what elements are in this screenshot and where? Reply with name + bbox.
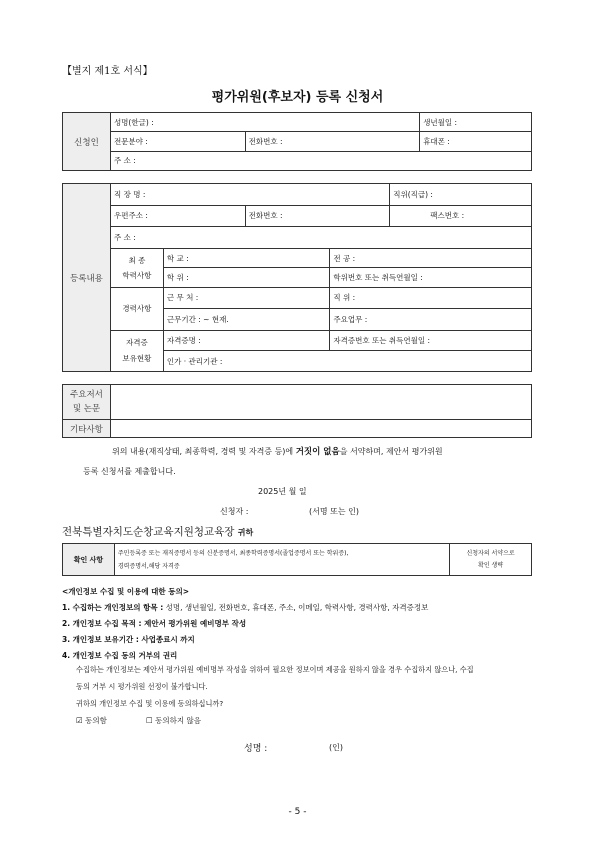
signer-mark: (서명 또는 인) [309,507,359,516]
privacy-item-2: 2. 개인정보 수집 목적 : 제안서 평가위원 예비명부 작성 [62,619,247,628]
applicant-section-label: 신청인 [63,113,111,171]
certificate-authority-field[interactable]: 인가 · 관리기관 : [163,351,531,372]
main-duty-field[interactable]: 주요업무 : [330,309,532,331]
papers-table [62,384,532,438]
registration-table [62,183,532,372]
privacy-body-2: 동의 거부 시 평가위원 선정이 불가합니다. [76,682,208,691]
pledge-line-2: 등록 신청서를 제출합니다. [83,467,176,476]
pledge-text-post: 을 서약하며, 제안서 평가위원 [339,447,443,456]
address-field[interactable]: 주 소 : [110,151,531,170]
fax-field[interactable]: 팩스번호 : [390,205,532,227]
papers-field[interactable] [110,385,531,420]
school-field[interactable]: 학 교 : [163,248,330,267]
page-number: - 5 - [288,807,307,817]
major-field[interactable]: 전 공 : [330,248,532,267]
check-skip-line2: 확인 생략 [478,561,504,569]
pledge-text-pre: 위의 내용(재직상태, 최종학력, 경력 및 자격증 등)에 [112,447,294,456]
postal-address-field[interactable]: 우편주소 : [110,205,245,227]
etc-label: 기타사항 [63,420,111,438]
degree-field[interactable]: 학 위 : [163,268,330,287]
certificate-label-line1: 자격증 [126,337,148,347]
registration-section-label: 등록내용 [63,184,111,372]
phone-field[interactable]: 전화번호 : [245,132,420,151]
etc-field[interactable] [110,420,531,438]
privacy-item-1 [62,602,428,613]
work-address-field[interactable]: 주 소 : [110,227,531,249]
work-phone-field[interactable]: 전화번호 : [245,205,390,227]
education-label-line1: 최 종 [128,255,146,265]
addressee-suffix: 귀하 [237,528,254,537]
privacy-item-1-label: 1. 수집하는 개인정보의 항목 : [62,603,164,612]
privacy-question: 귀하의 개인정보 수집 및 이용에 동의하십니까? [76,699,224,708]
addressee-name: 전북특별자치도순창교육지원청교육장 [62,526,235,538]
pledge-text-bold: 거짓이 없음 [295,447,340,457]
check-skip [450,544,532,576]
certificate-label [110,330,163,371]
degree-number-field[interactable]: 학위번호 또는 취득연월일 : [330,268,532,287]
papers-label-line2: 및 논문 [72,404,101,414]
consent-sign-mark: (인) [329,743,343,752]
privacy-item-3: 3. 개인정보 보유기간 : 사업종료시 까지 [62,635,195,644]
check-documents-line1: 주민등록증 또는 재직증명서 등의 신분증명서, 최종학력증명서(졸업증명서 또는 학위증), [117,549,349,557]
work-period-field[interactable]: 근무기간 : ~ 현재. [163,309,330,331]
check-label: 확인 사항 [63,544,115,576]
consent-sign-label: 성명 : [244,744,268,754]
privacy-item-4: 4. 개인정보 수집 동의 거부의 권리 [62,651,178,660]
check-documents-line2: 경력증명서,해당 자격증 [117,562,180,570]
name-field[interactable]: 성명(한글) : [110,113,419,132]
workplace-field[interactable]: 직 장 명 : [110,184,389,206]
birthdate-field[interactable]: 생년월일 : [420,113,532,132]
certificate-name-field[interactable]: 자격증명 : [163,330,330,351]
form-reference: 【별지 제1호 서식】 [62,66,153,77]
privacy-item-1-text: 성명, 생년월일, 전화번호, 휴대폰, 주소, 이메일, 학력사항, 경력사항, 자격증정보 [163,603,429,612]
certificate-label-line2: 보유현황 [122,353,152,363]
job-title-field[interactable]: 직위(직급) : [390,184,532,206]
disagree-checkbox[interactable]: ☐ 동의하지 않음 [146,716,201,725]
privacy-body-1: 수집하는 개인정보는 제안서 평가위원 예비명부 작성을 위하여 필요한 정보이며 제공을 원하지 않을 경우 수집하지 않으나, 수집 [76,665,474,674]
agree-checkbox[interactable]: ☑ 동의함 [76,716,107,725]
signer-label: 신청자 : [220,507,249,516]
specialty-field[interactable]: 전문분야 : [110,132,245,151]
check-documents [114,544,449,576]
addressee [62,524,253,539]
education-label [110,248,163,287]
education-label-line2: 학력사항 [122,270,152,280]
pledge-date: 2025년 월 일 [258,487,307,496]
pledge-line-1 [112,445,443,457]
privacy-heading: <개인정보 수집 및 이용에 대한 동의> [62,587,190,596]
applicant-table [62,112,532,171]
career-label: 경력사항 [110,287,163,330]
check-table [62,543,532,576]
papers-label [63,385,111,420]
office-field[interactable]: 근 무 처 : [163,287,330,309]
check-skip-line1: 신청자의 서약으로 [466,549,515,557]
papers-label-line1: 주요저서 [70,390,103,400]
mobile-field[interactable]: 휴대폰 : [420,132,532,151]
page-title: 평가위원(후보자) 등록 신청서 [211,90,384,105]
certificate-number-field[interactable]: 자격증번호 또는 취득연월일 : [330,330,532,351]
rank-field[interactable]: 직 위 : [330,287,532,309]
